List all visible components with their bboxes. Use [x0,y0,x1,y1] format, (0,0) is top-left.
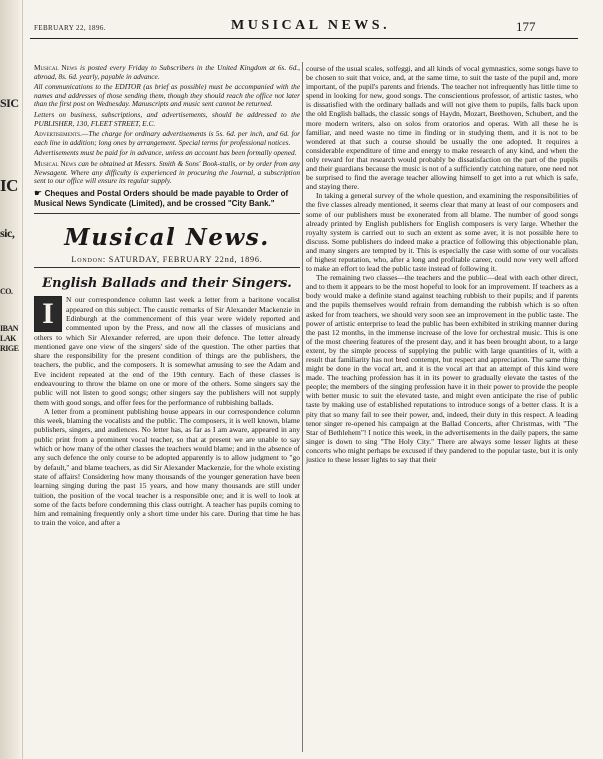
column-divider [302,62,303,752]
notice-editor: All communications to the EDITOR (as brief as possible) must be accompanied with the names and addresses of those sending them, though they should reach the office not later than the first post on Wednesday. Manuscripts and music sent cannot be returned. [34,82,300,109]
article-body-right [306,64,578,464]
header-date: FEBRUARY 22, 1896. [34,24,106,32]
binding-spine [0,0,23,759]
spine-fragment: SIC [0,96,19,110]
spine-fragment: IBAN [0,324,19,333]
masthead-rule-bottom [34,267,300,268]
pointing-hand-icon: ☛ [34,187,45,198]
notice-advance-payment: Advertisements must be paid for in advance, unless an account has been formally opened. [34,148,297,158]
spine-fragment: IC [0,176,18,195]
notice-business: Letters on business, subscriptions, and advertisements, should be addressed to the PUBLISHER, 130, FLEET STREET, E.C. [34,109,300,128]
masthead: Musical News. [64,224,270,252]
cheque-notice: ☛ Cheques and Postal Orders should be made payable to Order of Musical News Syndicate (Limited), and be crossed "City Bank." [34,187,289,208]
dateline: London: SATURDAY, FEBRUARY 22nd, 1896. [71,255,263,265]
left-column [34,64,300,528]
notice-subscription: Musical News is posted every Friday to Subscribers in the United Kingdom at 6s. 6d., abroad, 8s. 6d. yearly, payable in advance. [34,63,300,81]
article-paragraph: course of the usual scales, solfeggi, and all kinds of vocal gymnastics, some songs have to be chosen to suit that voice, and, at the same time, to suit the taste of the pupil and, more important, of the pupil's parents and friends. The teacher not infrequently has little time to spend in looking for new, good songs. The conscientious professor, of artistic tastes, who is dissatisfied with the ordinary ballads and will not give them to pupils, falls back upon the old English ballads, the classic songs of Haydn, Mozart, Beethoven, Schubert, and the more modern writers, also on solos from oratorios and operas. With all these he is familiar, and need waste no time in finding or in studying them, and it is not to be wondered at that such a course should be usually the one adopted. It requires a considerable expenditure of time and energy to make research of any kind, and when the only reward for that research would probably be dissatisfaction on the part of the pupils and their guardians because the music is not of a sufficiently catching nature, one need not be surprised to find the average teacher allowing himself to get into a rut which is safe, and staying there. [306,64,578,192]
spine-fragment: LAK [0,334,16,343]
drop-cap: I [34,296,62,332]
spine-fragment: CO. [0,287,13,296]
notice-bookstalls: Musical News can be obtained at Messrs. Smith & Sons' Book-stalls, or by order from any Newsagent. Where any difficulty is experienced in procuring the Journal, a subscription sent to our office will ensure its regular supply. [34,158,300,186]
article-paragraph: I N our correspondence column last week a letter from a baritone vocalist appeared on this subject. The caustic remarks of Sir Alexander Mackenzie in Edinburgh at the commencement of this year were widely reported and commented upon by the Press, and now all the classes of musicians and others to which Sir Alexander referred, are upon their defence. The letter already mentioned gave one view of the singers' side of the question. The other parties that share the responsibility for the present condition of things are the publishers, the teachers, the public, and the composers. It is somewhat amusing to see the Adam and Eve incident repeated at the end of the 19th century. Each of these classes is endeavouring to throw the blame on one or more of the others. Some singers say the public will not listen to good songs; other singers say the publishers will not supply them with good songs, and offer fees for the performance of rubbishing ballads. [34,295,300,407]
masthead-rule-top [34,213,300,214]
page-number: 177 [516,19,536,34]
article-heading: English Ballads and their Singers. [42,276,292,292]
spine-fragment: RIGE [0,344,19,353]
header-rule [30,38,578,39]
right-column [306,64,578,464]
article-body-left [34,295,300,527]
article-paragraph: The remaining two classes—the teachers and the public—deal with each other direct, and to them it appears to be the most hopeful to look for an improvement. If teachers as a body would make a definite stand against teaching rubbish to their pupils; and if parents and the pupils themselves would refrain from demanding the rubbish which is so often asked for from teachers, we should very soon see an improvement in the public taste. The power of artistic enterprise to lead the public has been exhibited in striking manner during the past 12 months, in the immense increase of the love for orchestral music. This is one of the most cheering features of the present day, and it has been brought about, to a large extent, by the simple process of supplying the public with large quantities of it, with a result that familiarity has not bred contempt, but respect and appreciation. The same thing might be done in the vocal art, and it is the vocal art that an attempt of this kind were made. The teaching profession has it in its power to gradually elevate the tastes of the people; the members of the singing profession have it in their power to provide the people with better music to suit the elevated taste, and might even anticipate the rise of public taste by making use of established reputations to introduce songs of a better class. It is a pity that so many fail to see their power, and, indeed, their duty in this respect. A leading tenor singer re-opened his campaign at the Ballad Concerts, after Christmas, with "The Star of Bethlehem"! I notice this week, in the advertisements in the daily papers, the same singer is down to sing "The Holy City." There are always some lesser lights at these concerts who might perhaps be excused if they pandered to the popular taste, but it is only justice to these lesser lights to say that their [306,273,578,465]
spine-fragment: sic, [0,226,15,240]
article-paragraph: A letter from a prominent publishing house appears in our correspondence column this week, blaming the vocalists and the public. The composers, it is well known, blame publishers, singers, and audiences. No letter has, as far as I am aware, appeared in any public print from a prominent vocal teacher, so that at present we are unable to say which or how many of the other classes the teachers would blame; and in the absence of any such defence the only course to be adopted apparently is to allow judgment to "go by default," and blame teachers, as did Sir Alexander Mackenzie, for the whole existing state of affairs! Considering how many thousands of the younger generation have been learning singing during the past 15 years, and how many thousands are still under tuition, the position of the vocal teacher is a responsible one; and it is well to look at some of the facts before condemning this class outright. A teacher has pupils coming to him and remaining frequently only a short time under his care. During that time he has to train the voice, and after a [34,406,300,528]
notice-advertisements: Advertisements.—The charge for ordinary advertisements is 5s. 6d. per inch, and 6d. for each line in addition; long ones by arrangement. Special terms for professional notices. [34,129,300,147]
running-title: MUSICAL NEWS. [231,18,391,33]
article-paragraph: In taking a general survey of the whole question, and examining the responsibilities of the five classes already mentioned, it seems clear that many at least of our composers and some of our publishers must be exonerated from all blame. The number of good songs already printed by English publishers for English composers is very large. Whether the royalty system is carried out to such an extent as some aver, it is not possible here to discuss. Some publishers do indeed make a practice of following this objectionable plan, and many singers are tempted by it. This is especially the case with some of our vocalists of highest reputation, who, after a long and profitable career, could now very well afford to make an effort to lead the public taste instead of following it. [306,191,578,274]
publication-notices [34,64,300,208]
